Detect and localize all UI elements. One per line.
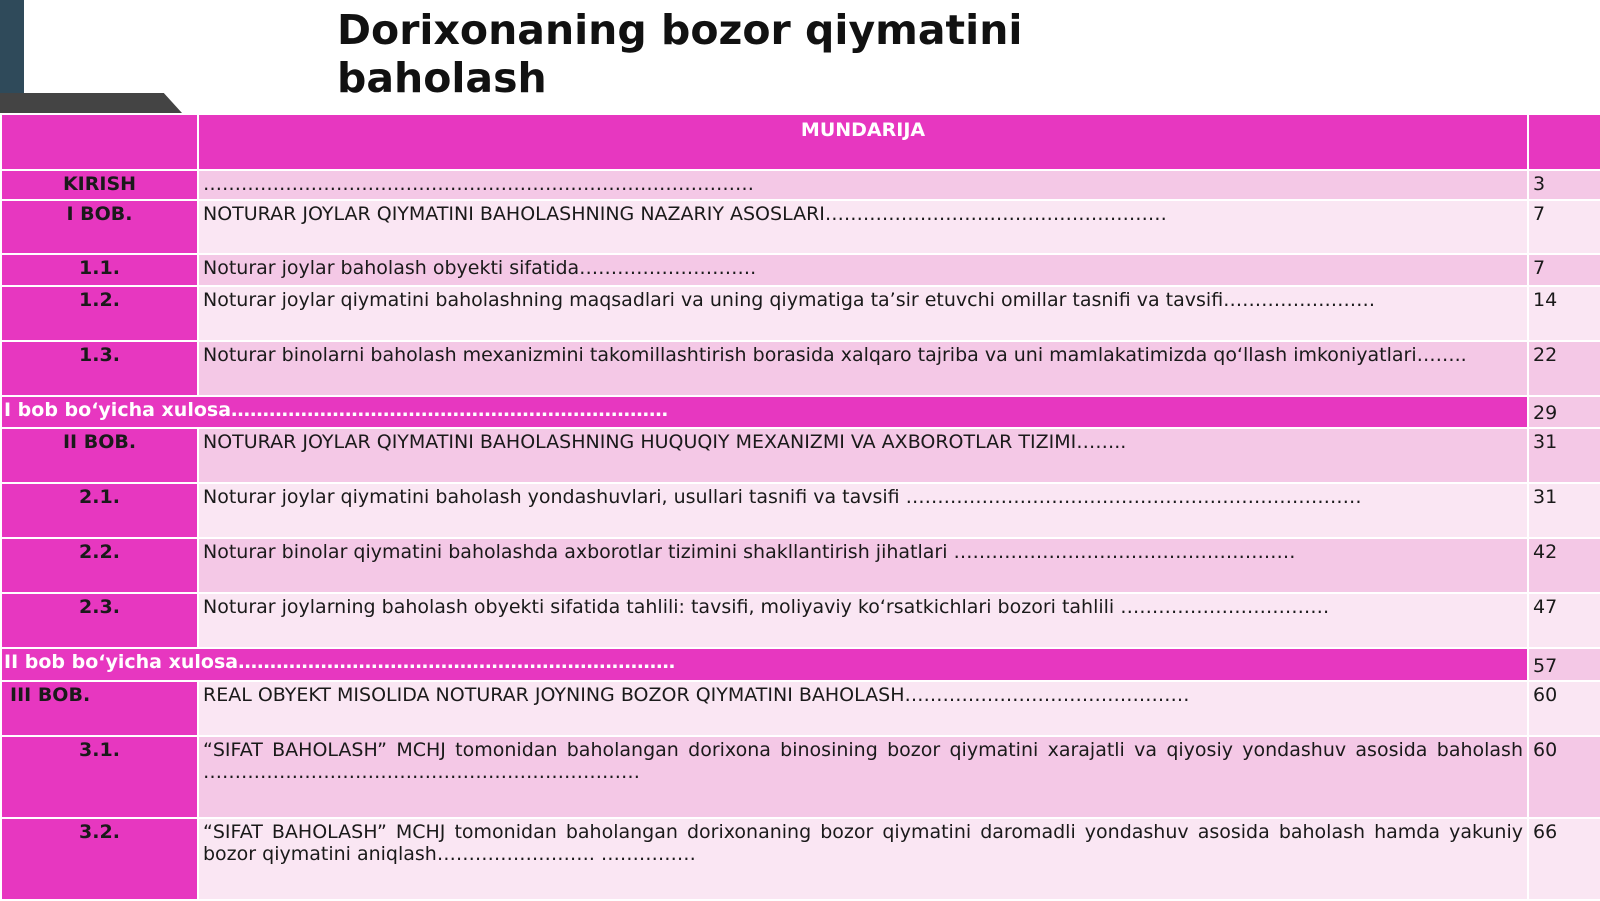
section-number: I BOB. xyxy=(1,200,198,254)
toc-row-2-1 xyxy=(1,483,1600,538)
section-number: 1.3. xyxy=(1,341,198,396)
toc-row-xulosa-2 xyxy=(1,648,1600,681)
page-number: 42 xyxy=(1528,538,1600,593)
section-number: II BOB. xyxy=(1,428,198,483)
section-title: Noturar binolar qiymatini baholashda axborotlar tizimini shakllantirish jihatlari ……………………………………………… xyxy=(198,538,1528,593)
page-number: 3 xyxy=(1528,170,1600,200)
page-number: 66 xyxy=(1528,818,1600,900)
page-number: 47 xyxy=(1528,593,1600,648)
section-title: “SIFAT BAHOLASH” MCHJ tomonidan baholangan dorixona binosining bozor qiymatini xarajatli va qiyosiy yondashuv asosida baholash …………………………………………………………… xyxy=(198,736,1528,818)
toc-row-xulosa-1 xyxy=(1,396,1600,428)
section-number: 1.1. xyxy=(1,254,198,286)
section-title: REAL OBYEKT MISOLIDA NOTURAR JOYNING BOZOR QIYMATINI BAHOLASH……………………………………… xyxy=(198,681,1528,736)
title-line-2: baholash xyxy=(337,54,547,102)
section-title: Noturar joylar qiymatini baholash yondashuvlari, usullari tasnifi va tavsifi ……………………………………………………………… xyxy=(198,483,1528,538)
page-number: 60 xyxy=(1528,736,1600,818)
section-title: …………………………………………………………………………… xyxy=(198,170,1528,200)
page-title xyxy=(337,6,1022,102)
header-cell-left xyxy=(1,114,198,170)
summary-title: I bob bo‘yicha xulosa…………………………………………………………… xyxy=(1,396,1528,428)
summary-title: II bob bo‘yicha xulosa…………………………………………………………… xyxy=(1,648,1528,681)
toc-row-kirish xyxy=(1,170,1600,200)
page-number: 7 xyxy=(1528,254,1600,286)
page-number: 57 xyxy=(1528,648,1600,681)
page-number: 29 xyxy=(1528,396,1600,428)
page-number: 31 xyxy=(1528,428,1600,483)
section-title: Noturar joylar qiymatini baholashning maqsadlari va uning qiymatiga ta’sir etuvchi omillar tasnifi va tavsifi…………………… xyxy=(198,286,1528,341)
decorative-sidebar-bar xyxy=(0,0,24,100)
toc-row-bob2 xyxy=(1,428,1600,483)
toc-row-2-3 xyxy=(1,593,1600,648)
section-number: III BOB. xyxy=(1,681,198,736)
page-number: 7 xyxy=(1528,200,1600,254)
section-number: 1.2. xyxy=(1,286,198,341)
decorative-tab-shape xyxy=(0,93,182,113)
section-number: 2.3. xyxy=(1,593,198,648)
section-number: KIRISH xyxy=(1,170,198,200)
section-title: NOTURAR JOYLAR QIYMATINI BAHOLASHNING NAZARIY ASOSLARI……………………………………………… xyxy=(198,200,1528,254)
header-cell-right xyxy=(1528,114,1600,170)
toc-row-3-1 xyxy=(1,736,1600,818)
toc-header: MUNDARIJA xyxy=(198,114,1528,170)
section-number: 3.1. xyxy=(1,736,198,818)
section-title: Noturar binolarni baholash mexanizmini takomillashtirish borasida xalqaro tajriba va uni mamlakatimizda qo‘llash imkoniyatlari…….. xyxy=(198,341,1528,396)
toc-row-1-3 xyxy=(1,341,1600,396)
table-of-contents xyxy=(0,113,1600,901)
section-number: 3.2. xyxy=(1,818,198,900)
toc-row-bob1 xyxy=(1,200,1600,254)
toc-row-3-2 xyxy=(1,818,1600,900)
toc-header-row xyxy=(1,114,1600,170)
title-line-1: Dorixonaning bozor qiymatini xyxy=(337,6,1023,54)
page-number: 14 xyxy=(1528,286,1600,341)
section-title: NOTURAR JOYLAR QIYMATINI BAHOLASHNING HUQUQIY MEXANIZMI VA AXBOROTLAR TIZIMI…….. xyxy=(198,428,1528,483)
section-title: Noturar joylarning baholash obyekti sifatida tahlili: tavsifi, moliyaviy ko‘rsatkichlari bozori tahlili …………………………… xyxy=(198,593,1528,648)
section-title: “SIFAT BAHOLASH” MCHJ tomonidan baholangan dorixonaning bozor qiymatini daromadli yondashuv asosida baholash hamda yakuniy bozor qiymatini aniqlash……………………. …………… xyxy=(198,818,1528,900)
toc-row-1-1 xyxy=(1,254,1600,286)
page-number: 22 xyxy=(1528,341,1600,396)
section-number: 2.1. xyxy=(1,483,198,538)
toc-row-bob3 xyxy=(1,681,1600,736)
toc-row-1-2 xyxy=(1,286,1600,341)
section-title: Noturar joylar baholash obyekti sifatida………………………. xyxy=(198,254,1528,286)
page-number: 31 xyxy=(1528,483,1600,538)
toc-row-2-2 xyxy=(1,538,1600,593)
page-number: 60 xyxy=(1528,681,1600,736)
section-number: 2.2. xyxy=(1,538,198,593)
